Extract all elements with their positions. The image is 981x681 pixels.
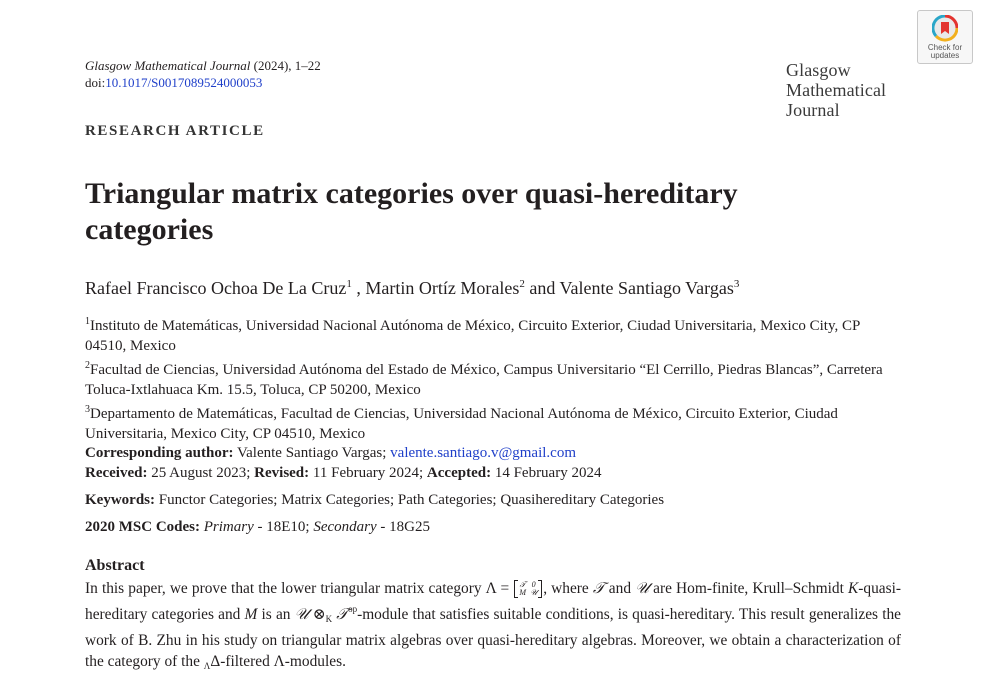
journal-logo <box>786 60 886 120</box>
logo-line: Journal <box>786 100 840 120</box>
check-for-updates-button[interactable] <box>917 10 973 64</box>
triangular-matrix: 𝒯 0 M 𝒰 <box>514 581 542 597</box>
article-type: RESEARCH ARTICLE <box>85 123 265 139</box>
msc-codes: 2020 MSC Codes: Primary - 18E10; Secondary - 18G25 <box>85 519 430 535</box>
author-name[interactable]: Valente Santiago Vargas <box>559 278 734 298</box>
author-list <box>85 273 739 299</box>
doi-link[interactable]: 10.1017/S0017089524000053 <box>105 75 263 90</box>
author-name[interactable]: Martin Ortíz Morales <box>365 278 520 298</box>
author-affiliation-mark: 3 <box>733 278 740 290</box>
logo-line: Mathematical <box>786 80 887 100</box>
affiliations <box>85 312 895 464</box>
corresponding-label: Corresponding author: <box>85 445 234 461</box>
journal-volume-pages: (2024), 1–22 <box>250 58 321 73</box>
author-affiliation-mark: 1 <box>346 278 352 290</box>
affiliation: $^2$Facultad de Ciencias, Universidad Autónoma del Estado de México, Campus Universitario “El Cerrillo, Piedras Blancas”, Carretera Toluca-Ixtlahuaca Km. 15.5, Toluca, CP 50200, Mexico <box>85 360 883 398</box>
abstract-body: In this paper, we prove that the lower triangular matrix category Λ = 𝒯 0 M 𝒰 , where 𝒯 and 𝒰 are Hom-finite, Krull–Schmidt K-quasi-hereditary categories and M is an 𝒰 $\otimes_K$ 𝒯$^{op}$-module that satisfies suitable conditions, is quasi-hereditary. This result generalizes the work of B. Zhu in his study on triangular matrix algebras over quasi-hereditary algebras. Moreover, we obtain a characterization of the category of the $_\Lambda$Δ-filtered Λ-modules. <box>85 580 902 671</box>
article-dates: Received: 25 August 2023; Revised: 11 February 2024; Accepted: 14 February 2024 <box>85 465 602 481</box>
author-separator: , <box>351 278 366 298</box>
journal-name: Glasgow Mathematical Journal <box>85 58 251 73</box>
corresponding-name: Valente Santiago Vargas; <box>233 445 391 461</box>
email-link[interactable]: valente.santiago.v@gmail.com <box>390 445 577 461</box>
check-updates-label: Check for updates <box>927 43 963 60</box>
check-updates-icon <box>932 15 958 43</box>
author-separator: and <box>524 278 560 298</box>
logo-line: Glasgow <box>786 60 851 80</box>
corresponding-author <box>85 444 895 464</box>
abstract-heading: Abstract <box>85 557 145 574</box>
author-name[interactable]: Rafael Francisco Ochoa De La Cruz <box>85 278 347 298</box>
journal-citation <box>85 58 321 74</box>
page-title: Triangular matrix categories over quasi-hereditary categories <box>85 177 738 246</box>
doi-label: doi: <box>85 75 106 90</box>
affiliation: $^1$Instituto de Matemáticas, Universidad Nacional Autónoma de México, Circuito Exterior, Ciudad Universitaria, Mexico City, CP 04510, Mexico <box>85 316 860 354</box>
doi-line <box>85 75 262 91</box>
affiliation: $^3$Departamento de Matemáticas, Facultad de Ciencias, Universidad Nacional Autónoma de México, Circuito Exterior, Ciudad Universitaria, Mexico City, CP 04510, Mexico <box>85 404 838 442</box>
keywords: Keywords: Functor Categories; Matrix Categories; Path Categories; Quasihereditary Categories <box>85 492 665 508</box>
author-affiliation-mark: 2 <box>519 278 525 290</box>
